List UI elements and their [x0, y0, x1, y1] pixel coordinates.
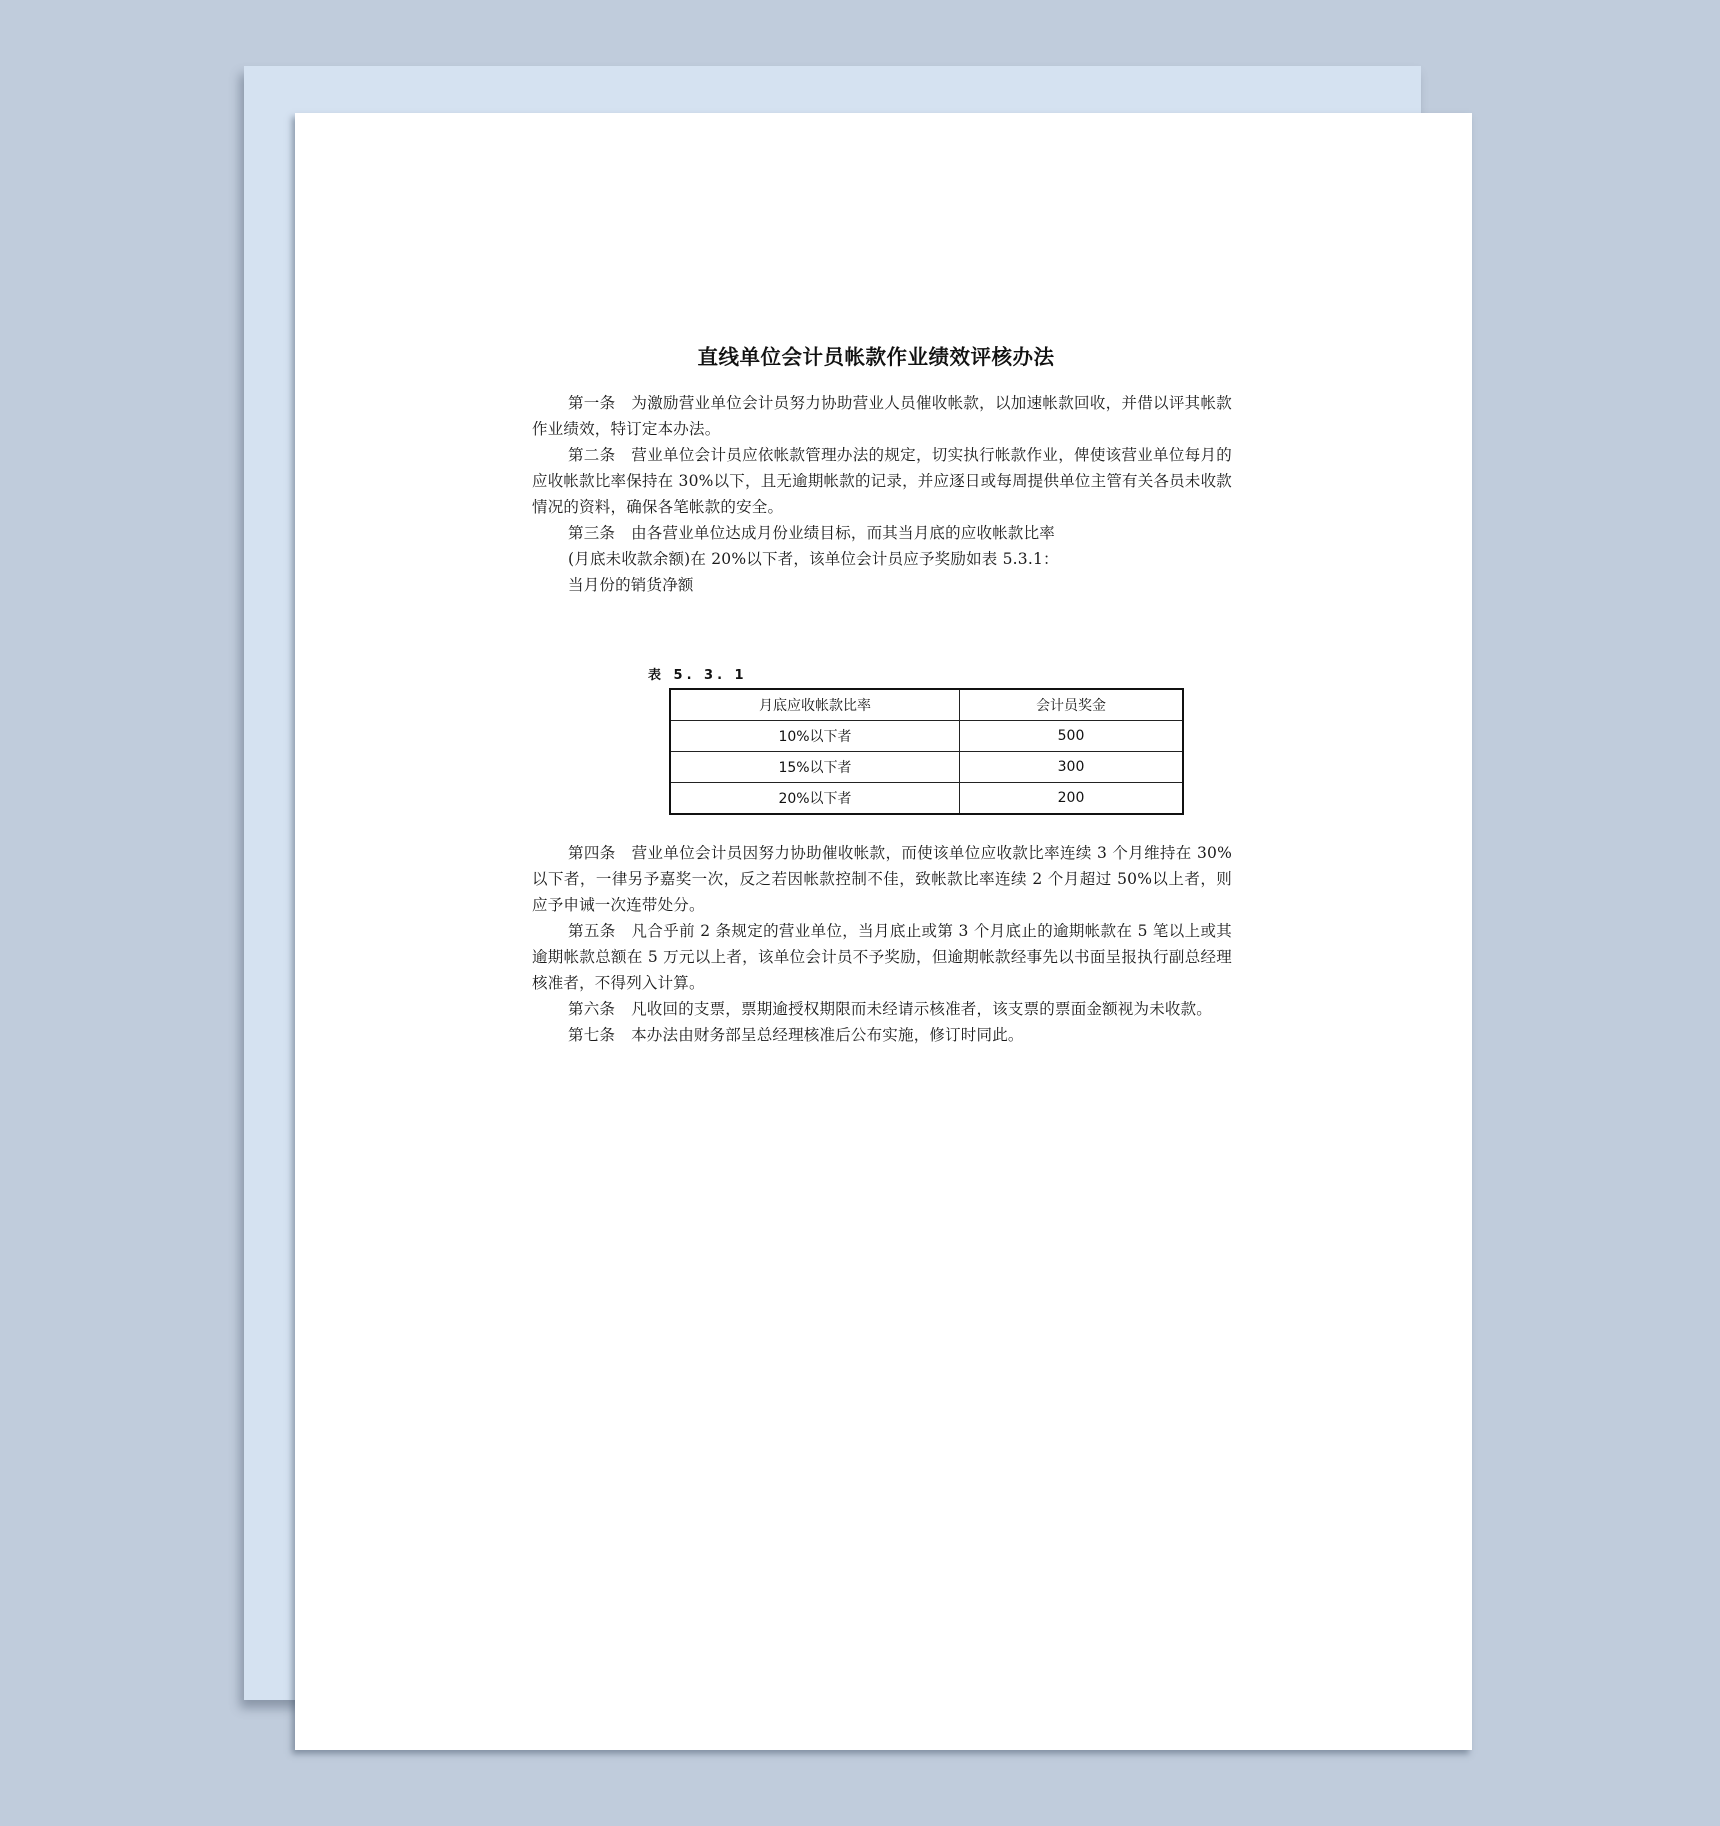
- articles-after-table: [532, 840, 1232, 1048]
- article-heading: 第三条: [568, 524, 616, 542]
- article-heading: 第一条: [568, 394, 616, 412]
- article-text: 凡合乎前 2 条规定的营业单位，当月底止或第 3 个月底止的逾期帐款在 5 笔以上或其逾期帐款总额在 5 万元以上者，该单位会计员不予奖励，但逾期帐款经事先以书面呈报执行副总经理核准者，不得列入计算。: [532, 922, 1232, 992]
- cell-bonus: 200: [960, 783, 1184, 815]
- article-heading: 第二条: [568, 446, 616, 464]
- cell-ratio: 20%以下者: [670, 783, 960, 815]
- article-7: [532, 1022, 1232, 1048]
- article-text: 营业单位会计员应依帐款管理办法的规定，切实执行帐款作业，俾使该营业单位每月的应收帐款比率保持在 30%以下，且无逾期帐款的记录，并应逐日或每周提供单位主管有关各员未收款情况的资料，确保各笔帐款的安全。: [532, 446, 1232, 516]
- article-1: [532, 390, 1232, 442]
- articles-before-table: [532, 390, 1232, 598]
- cell-bonus: 300: [960, 752, 1184, 783]
- article-text: 为激励营业单位会计员努力协助营业人员催收帐款，以加速帐款回收，并借以评其帐款作业绩效，特订定本办法。: [532, 394, 1232, 438]
- article-text: 凡收回的支票，票期逾授权期限而未经请示核准者，该支票的票面金额视为未收款。: [631, 1000, 1213, 1018]
- article-3-continuation-1: (月底未收款余额)在 20%以下者，该单位会计员应予奖励如表 5.3.1：: [568, 550, 1059, 568]
- table-row: [670, 783, 1183, 815]
- article-heading: 第五条: [568, 922, 616, 940]
- article-2: [532, 442, 1232, 520]
- article-text: 由各营业单位达成月份业绩目标，而其当月底的应收帐款比率: [631, 524, 1056, 542]
- table-header-row: [670, 689, 1183, 721]
- article-heading: 第六条: [568, 1000, 616, 1018]
- article-3: [532, 520, 1232, 546]
- column-header-bonus: 会计员奖金: [960, 689, 1184, 721]
- document-body: [532, 340, 1232, 598]
- article-text: 本办法由财务部呈总经理核准后公布实施，修订时同此。: [631, 1026, 1024, 1044]
- table-row: [670, 721, 1183, 752]
- table-caption: 表 5. 3. 1: [648, 668, 748, 683]
- table-row: [670, 752, 1183, 783]
- article-heading: 第七条: [568, 1026, 616, 1044]
- cell-ratio: 10%以下者: [670, 721, 960, 752]
- cell-bonus: 500: [960, 721, 1184, 752]
- article-4: [532, 840, 1232, 918]
- article-heading: 第四条: [568, 844, 616, 862]
- document-title: 直线单位会计员帐款作业绩效评核办法: [697, 345, 1055, 369]
- bonus-table: [669, 688, 1184, 815]
- article-text: 营业单位会计员因努力协助催收帐款，而使该单位应收款比率连续 3 个月维持在 30%以下者，一律另予嘉奖一次，反之若因帐款控制不佳，致帐款比率连续 2 个月超过 50%以上者，则应予申诫一次连带处分。: [532, 844, 1233, 914]
- article-6: [532, 996, 1232, 1022]
- article-3-continuation-2: 当月份的销货净额: [568, 576, 694, 594]
- cell-ratio: 15%以下者: [670, 752, 960, 783]
- article-5: [532, 918, 1232, 996]
- column-header-ratio: 月底应收帐款比率: [670, 689, 960, 721]
